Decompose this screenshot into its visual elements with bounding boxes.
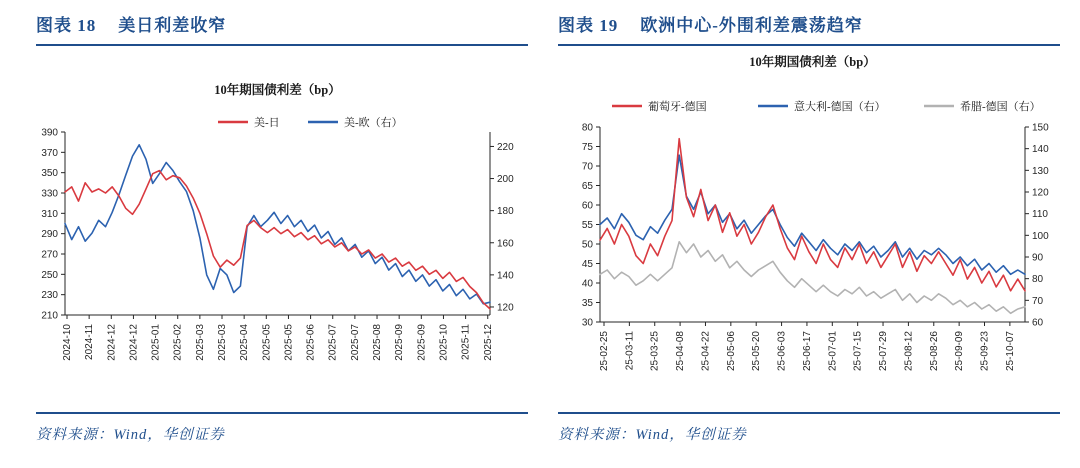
y-axis-right-tick-label: 80 xyxy=(1032,274,1044,286)
y-axis-right-tick-label: 140 xyxy=(1032,144,1049,156)
y-axis-left-tick-label: 45 xyxy=(581,259,593,270)
y-axis-left-tick-label: 370 xyxy=(41,147,58,159)
figure-18-caption-rule xyxy=(36,44,528,46)
series-line-left-series_red xyxy=(65,171,490,309)
y-axis-right-tick-label: 130 xyxy=(1032,165,1049,177)
y-axis-right-tick-label: 200 xyxy=(497,174,514,186)
x-axis-tick-label: 2025-03 xyxy=(194,324,206,361)
x-axis-tick-label: 25-09-09 xyxy=(954,331,966,372)
x-axis-tick-label: 2025-03 xyxy=(217,324,229,361)
legend-label: 葡萄牙-德国 xyxy=(648,101,707,113)
y-axis-left-tick-label: 70 xyxy=(581,161,593,173)
x-axis-tick-label: 2025-06 xyxy=(305,324,317,361)
x-axis-tick-label: 25-09-23 xyxy=(979,331,991,372)
figure-19-caption xyxy=(558,0,1060,37)
legend-label: 意大利-德国（右） xyxy=(794,101,886,113)
y-axis-right-tick-label: 120 xyxy=(1032,187,1049,199)
x-axis-tick-label: 2025-10 xyxy=(438,324,450,361)
figure-19-caption-label: 图表 19 xyxy=(558,15,619,35)
figure-18-source-rule xyxy=(36,412,528,414)
x-axis-tick-label: 25-08-12 xyxy=(903,331,915,372)
figure-18-caption-label: 图表 18 xyxy=(36,15,97,35)
y-axis-left-tick-label: 30 xyxy=(581,317,593,329)
figure-18-caption-title: 美日利差收窄 xyxy=(118,15,227,35)
y-axis-right-tick-label: 100 xyxy=(1032,230,1049,242)
y-axis-left-tick-label: 330 xyxy=(41,188,58,200)
x-axis-tick-label: 2025-02 xyxy=(172,324,184,361)
y-axis-left-tick-label: 390 xyxy=(41,127,58,139)
y-axis-left-tick-label: 60 xyxy=(581,200,593,212)
y-axis-right-tick-label: 140 xyxy=(497,270,514,282)
x-axis-tick-label: 2024-10 xyxy=(62,324,73,361)
x-axis-tick-label: 2025-09 xyxy=(416,324,428,361)
chart-title: 10年期国债利差（bp） xyxy=(749,55,876,69)
chart-title: 10年期国债利差（bp） xyxy=(214,83,341,97)
series-line-right-series_blue xyxy=(65,145,490,304)
x-axis-tick-label: 25-07-01 xyxy=(827,331,839,372)
x-axis-tick-label: 2025-08 xyxy=(372,324,384,361)
y-axis-right-tick-label: 220 xyxy=(497,141,514,153)
y-axis-left-tick-label: 230 xyxy=(41,290,58,302)
series-line-right-series_gray xyxy=(600,242,1025,313)
x-axis-tick-label: 2025-09 xyxy=(394,324,406,361)
figure-18-source-note: 资料来源：Wind，华创证券 xyxy=(36,427,225,443)
figure-19-source-note: 资料来源：Wind，华创证券 xyxy=(558,427,747,443)
y-axis-right-tick-label: 180 xyxy=(497,206,514,218)
y-axis-left-tick-label: 290 xyxy=(41,229,58,241)
line-chart-us-japan-spread xyxy=(36,48,528,400)
y-axis-right-tick-label: 90 xyxy=(1032,252,1044,264)
y-axis-right-tick-label: 60 xyxy=(1032,317,1044,329)
x-axis-tick-label: 25-10-07 xyxy=(1004,331,1016,372)
y-axis-left-tick-label: 50 xyxy=(581,239,593,251)
line-chart-europe-core-periphery-spread xyxy=(558,48,1060,400)
x-axis-tick-label: 2025-05 xyxy=(283,324,295,361)
x-axis-tick-label: 25-08-26 xyxy=(928,331,940,372)
y-axis-left-tick-label: 35 xyxy=(581,298,593,309)
x-axis-tick-label: 2024-12 xyxy=(128,324,140,361)
x-axis-tick-label: 2025-04 xyxy=(239,324,251,361)
x-axis-tick-label: 25-05-06 xyxy=(725,331,737,372)
y-axis-right-tick-label: 150 xyxy=(1032,122,1049,134)
y-axis-left-tick-label: 210 xyxy=(41,310,58,322)
x-axis-tick-label: 25-03-25 xyxy=(649,331,661,372)
figure-19 xyxy=(540,0,1080,444)
y-axis-left-tick-label: 55 xyxy=(581,220,593,231)
x-axis-tick-label: 25-04-22 xyxy=(700,331,712,372)
y-axis-left-tick-label: 250 xyxy=(41,269,58,281)
x-axis-tick-label: 25-02-25 xyxy=(599,331,610,372)
x-axis-tick-label: 2024-11 xyxy=(84,324,96,360)
x-axis-tick-label: 25-05-20 xyxy=(751,331,763,372)
figure-19-caption-rule xyxy=(558,44,1060,46)
x-axis-tick-label: 25-06-17 xyxy=(801,331,813,372)
x-axis-tick-label: 25-06-03 xyxy=(776,331,788,372)
x-axis-tick-label: 25-03-11 xyxy=(624,331,636,371)
y-axis-left-tick-label: 40 xyxy=(581,278,593,290)
y-axis-left-tick-label: 80 xyxy=(581,122,593,134)
figure-19-caption-title: 欧洲中心-外围利差震荡趋窄 xyxy=(640,15,863,35)
legend-label: 美-欧（右） xyxy=(344,117,403,129)
x-axis-tick-label: 2025-12 xyxy=(482,324,494,361)
x-axis-tick-label: 2025-01 xyxy=(150,324,162,361)
y-axis-right-tick-label: 160 xyxy=(497,238,514,250)
y-axis-right-tick-label: 120 xyxy=(497,302,514,314)
x-axis-tick-label: 2025-07 xyxy=(327,324,339,361)
figure-18 xyxy=(0,0,540,444)
x-axis-tick-label: 2024-12 xyxy=(106,324,118,361)
figure-19-source-rule xyxy=(558,412,1060,414)
y-axis-left-tick-label: 350 xyxy=(41,168,58,180)
series-line-left-series_red xyxy=(600,139,1025,291)
x-axis-tick-label: 2025-11 xyxy=(460,324,472,360)
y-axis-left-tick-label: 75 xyxy=(581,142,593,153)
x-axis-tick-label: 25-04-08 xyxy=(675,331,687,372)
x-axis-tick-label: 25-07-29 xyxy=(878,331,890,372)
x-axis-tick-label: 25-07-15 xyxy=(852,331,864,372)
x-axis-tick-label: 2025-07 xyxy=(349,324,361,361)
y-axis-right-tick-label: 70 xyxy=(1032,295,1044,307)
legend-label: 美-日 xyxy=(254,117,280,129)
y-axis-left-tick-label: 270 xyxy=(41,249,58,261)
y-axis-right-tick-label: 110 xyxy=(1032,209,1048,221)
legend-label: 希腊-德国（右） xyxy=(960,101,1041,113)
figure-18-caption xyxy=(36,0,528,37)
x-axis-tick-label: 2025-05 xyxy=(261,324,273,361)
y-axis-left-tick-label: 65 xyxy=(581,181,593,192)
y-axis-left-tick-label: 310 xyxy=(41,208,58,220)
